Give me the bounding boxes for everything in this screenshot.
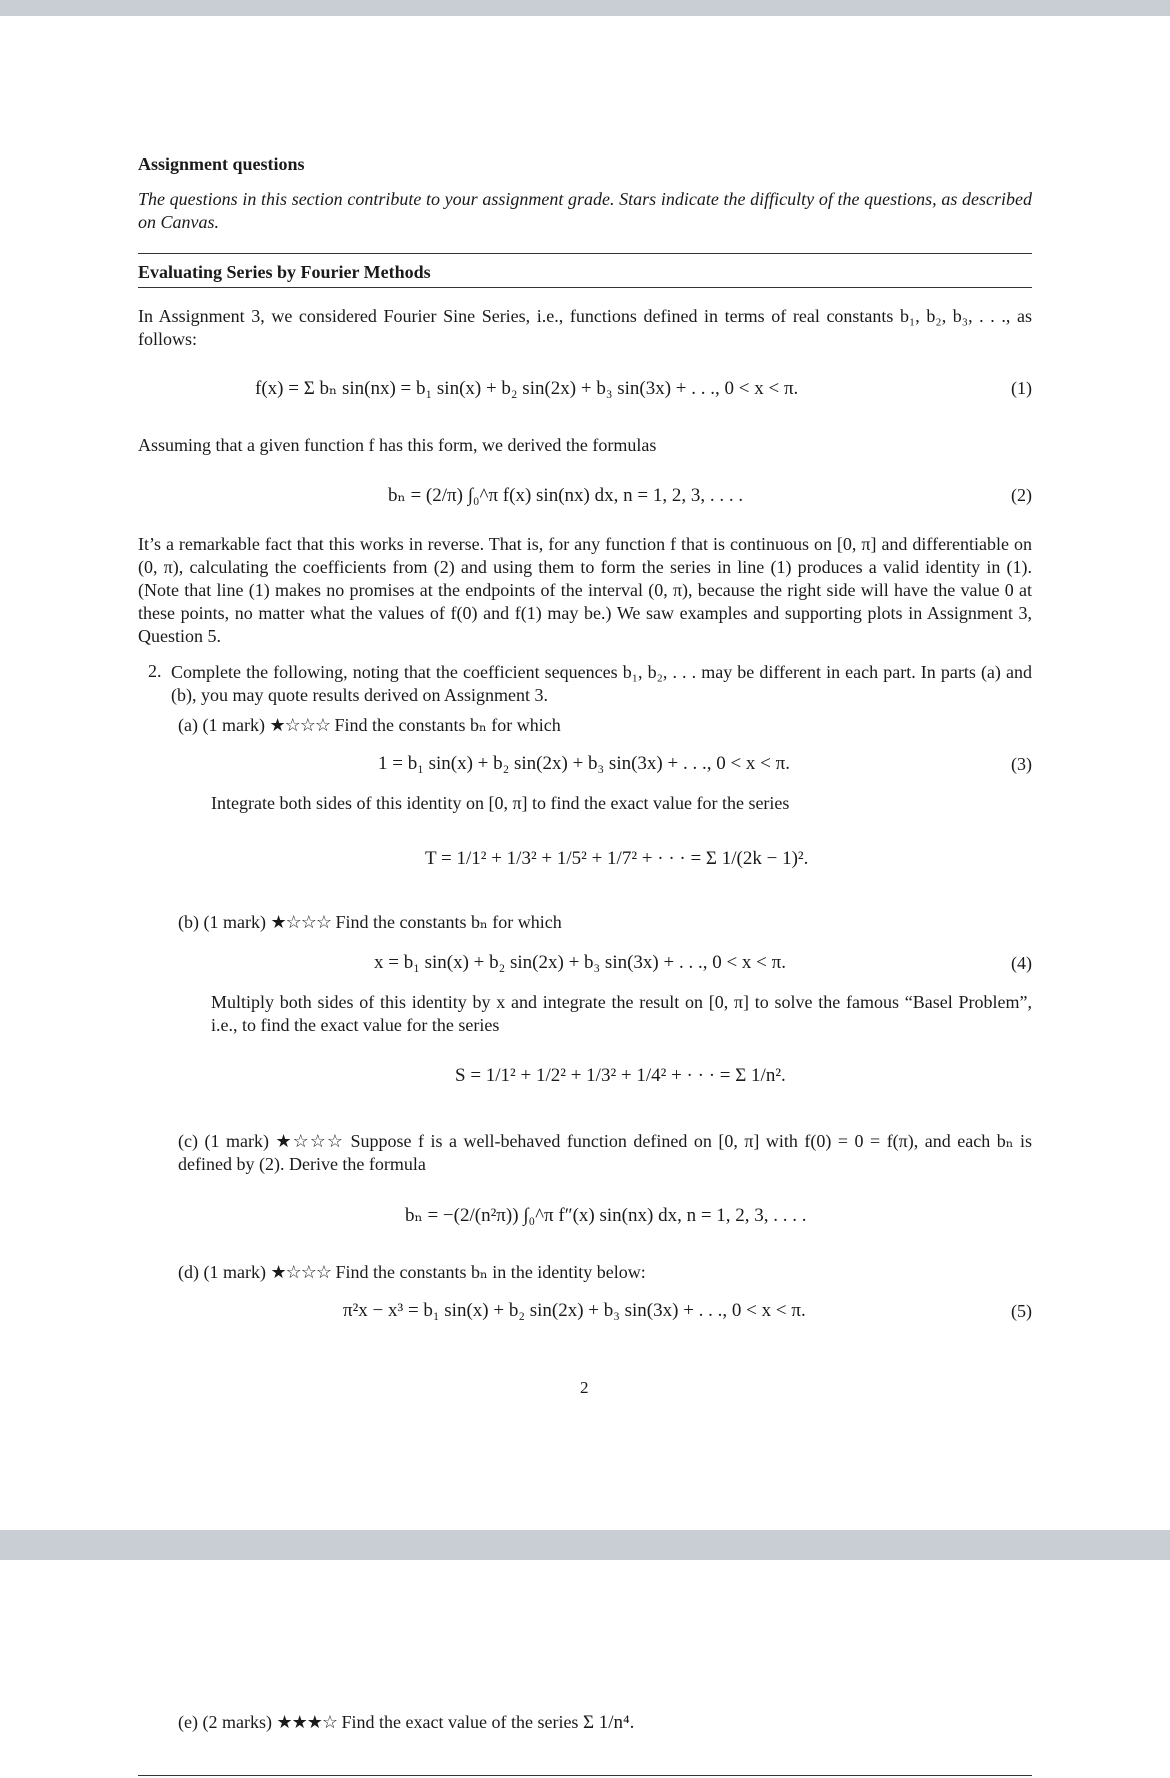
page-gap (0, 1530, 1170, 1560)
part-a-header (178, 715, 561, 736)
bottom-rule (138, 1775, 1032, 1776)
series-T: T = 1/1² + 1/3² + 1/5² + 1/7² + · · · = Σ 1/(2k − 1)². (425, 848, 809, 869)
topic-rule-top (138, 253, 1032, 254)
equation-5-number: (5) (1011, 1301, 1032, 1321)
page-number: 2 (580, 1378, 589, 1397)
part-b-header (178, 912, 562, 933)
part-d-header (178, 1262, 646, 1283)
intro-paragraph: In Assignment 3, we considered Fourier Sine Series, i.e., functions defined in terms of real constants b₁, b₂, b₃, . . ., as follows: (138, 306, 1032, 349)
part-d-text: Find the constants bₙ in the identity below: (335, 1262, 646, 1282)
part-b-marks: (1 mark) (203, 912, 266, 932)
section-title: Assignment questions (138, 154, 305, 174)
question-text: Complete the following, noting that the coefficient sequences b₁, b₂, . . . may be different in each part. In parts (a) and (b), you may quote results derived on Assignment 3. (171, 662, 1032, 705)
part-d-stars: ★☆☆☆ (270, 1262, 332, 1282)
topic-rule-bottom (138, 287, 1032, 288)
part-a-followup: Integrate both sides of this identity on [0, π] to find the exact value for the series (211, 793, 790, 813)
part-a-label: (a) (178, 715, 198, 735)
part-b-followup: Multiply both sides of this identity by x and integrate the result on [0, π] to solve the famous “Basel Problem”, i.e., to find the exact value for the series (211, 992, 1032, 1035)
page-2 (0, 1560, 1170, 1778)
part-e-text: Find the exact value of the series (341, 1712, 579, 1732)
topic-title: Evaluating Series by Fourier Methods (138, 262, 431, 282)
part-a-stars: ★☆☆☆ (269, 715, 331, 735)
series-S: S = 1/1² + 1/2² + 1/3² + 1/4² + · · · = Σ 1/n². (455, 1065, 786, 1086)
equation-2-number: (2) (1011, 485, 1032, 505)
part-a-marks: (1 mark) (202, 715, 265, 735)
part-e-header (178, 1712, 634, 1734)
question-number: 2. (148, 661, 162, 681)
part-a-text: Find the constants bₙ for which (334, 715, 561, 735)
part-b-stars: ★☆☆☆ (270, 912, 332, 932)
reverse-paragraph: It’s a remarkable fact that this works in reverse. That is, for any function f that is continuous on [0, π] and differentiable on (0, π), calculating the coefficients from (2) and using them to form the series in line (1) produces a valid identity in (1). (Note that line (1) makes no promises at the endpoints of the interval (0, π), because the right side will have the value 0 at these points, no matter what the values of f(0) and f(1) may be.) We saw examples and supporting plots in Assignment 3, Question 5. (138, 534, 1032, 646)
part-c-stars: ★☆☆☆ (275, 1131, 344, 1151)
equation-3: 1 = b₁ sin(x) + b₂ sin(2x) + b₃ sin(3x) + . . ., 0 < x < π. (378, 753, 790, 774)
series-quartic: Σ 1/n⁴. (582, 1712, 635, 1733)
formula-c: bₙ = −(2/(n²π)) ∫₀^π f″(x) sin(nx) dx, n = 1, 2, 3, . . . . (405, 1205, 807, 1226)
top-gap (0, 0, 1170, 16)
section-intro: The questions in this section contribute to your assignment grade. Stars indicate the difficulty of the questions, as described on Canvas. (138, 189, 1032, 232)
equation-1-number: (1) (1011, 378, 1032, 398)
part-c-label: (c) (178, 1131, 198, 1151)
part-c-marks: (1 mark) (204, 1131, 269, 1151)
part-c-block (178, 1130, 1032, 1176)
equation-1: f(x) = Σ bₙ sin(nx) = b₁ sin(x) + b₂ sin(2x) + b₃ sin(3x) + . . ., 0 < x < π. (255, 378, 799, 399)
equation-3-number: (3) (1011, 754, 1032, 774)
part-c-text: Suppose f is a well-behaved function defined on [0, π] with f(0) = 0 = f(π), and each bₙ is defined by (2). Derive the formula (178, 1131, 1032, 1174)
equation-4: x = b₁ sin(x) + b₂ sin(2x) + b₃ sin(3x) + . . ., 0 < x < π. (374, 952, 786, 973)
equation-4-number: (4) (1011, 953, 1032, 973)
part-b-label: (b) (178, 912, 199, 932)
equation-5: π²x − x³ = b₁ sin(x) + b₂ sin(2x) + b₃ sin(3x) + . . ., 0 < x < π. (343, 1300, 806, 1321)
equation-2: bₙ = (2/π) ∫₀^π f(x) sin(nx) dx, n = 1, 2, 3, . . . . (388, 485, 744, 506)
part-d-marks: (1 mark) (203, 1262, 266, 1282)
part-e-stars: ★★★☆ (276, 1712, 338, 1732)
part-e-label: (e) (178, 1712, 198, 1732)
part-b-text: Find the constants bₙ for which (335, 912, 562, 932)
part-d-label: (d) (178, 1262, 199, 1282)
derivation-paragraph: Assuming that a given function f has this form, we derived the formulas (138, 435, 657, 455)
part-e-marks: (2 marks) (202, 1712, 272, 1732)
